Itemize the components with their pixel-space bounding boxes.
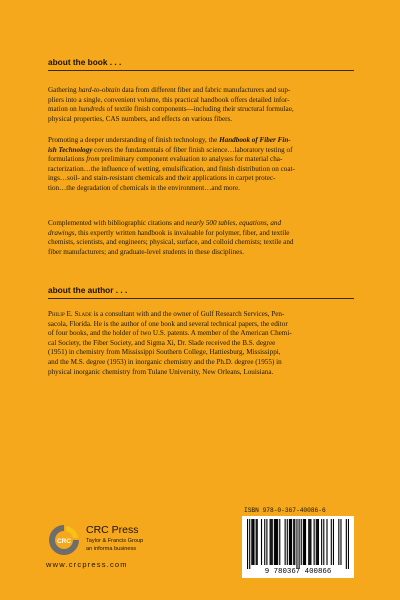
brand-name: CRC Press bbox=[86, 524, 139, 536]
text-line: physical inorganic chemistry from Tulane University, New Orleans, Louisiana. bbox=[48, 367, 274, 376]
barcode-bar bbox=[249, 519, 250, 569]
barcode-bar bbox=[326, 519, 327, 565]
about-book-rule bbox=[48, 70, 354, 71]
barcode-bar bbox=[264, 519, 265, 565]
barcode-bar bbox=[299, 519, 300, 569]
barcode-bar bbox=[275, 519, 276, 565]
logo-letters: CRC bbox=[56, 538, 72, 545]
barcode bbox=[242, 516, 354, 578]
text-line: Gathering hard-to-obtain data from different fiber and fabric manufacturers and sup- bbox=[48, 86, 291, 94]
barcode-bars-icon bbox=[247, 519, 349, 569]
barcode-bar bbox=[333, 519, 334, 565]
barcode-bar bbox=[287, 519, 288, 565]
barcode-bar bbox=[305, 519, 306, 565]
text-line: tion…the degradation of chemicals in the environment…and more. bbox=[48, 183, 240, 192]
text-line: Complemented with bibliographic citations and nearly 500 tables, equations, and bbox=[48, 219, 282, 227]
barcode-bar bbox=[266, 519, 267, 565]
text-line: formulations from preliminary component evaluation to analyses for material cha- bbox=[48, 155, 283, 164]
text-line: cal Society, the Fiber Society, and Sigma Xi, Dr. Slade received the B.S. degree bbox=[48, 338, 276, 347]
barcode-bar bbox=[289, 519, 290, 565]
barcode-bar bbox=[257, 519, 258, 565]
barcode-bar bbox=[340, 519, 341, 565]
about-book-paragraph-2 bbox=[48, 136, 354, 194]
barcode-bar bbox=[304, 519, 305, 565]
barcode-bar bbox=[291, 519, 292, 565]
barcode-bar bbox=[285, 519, 286, 565]
text-line: sacola, Florida. He is the author of one book and several technical papers, the editor bbox=[48, 319, 288, 328]
text-line: (1951) in chemistry from Mississippi Southern College, Hattiesburg, Mississippi, bbox=[48, 348, 281, 357]
barcode-bar bbox=[290, 519, 291, 565]
text-line: racterization…the influence of wetting, emulsification, and finish distribution on coat- bbox=[48, 164, 295, 173]
about-book-paragraph-3 bbox=[48, 219, 354, 257]
text-line: Promoting a deeper understanding of finish technology, the Handbook of Fiber Fin- bbox=[48, 136, 291, 144]
text-line: mation on hundreds of textile finish components—including their structural formulae, bbox=[48, 105, 294, 114]
barcode-bar bbox=[279, 519, 280, 565]
barcode-bar bbox=[247, 519, 248, 569]
barcode-bar bbox=[309, 519, 310, 565]
barcode-bar bbox=[321, 519, 322, 565]
about-author-paragraph bbox=[48, 310, 354, 377]
barcode-bar bbox=[253, 519, 254, 565]
text-line: ings…soil- and stain-resistant chemicals and their applications in carpet protec- bbox=[48, 174, 276, 183]
barcode-bar bbox=[272, 519, 273, 565]
barcode-bar bbox=[256, 519, 257, 565]
barcode-bar bbox=[310, 519, 311, 565]
barcode-bar bbox=[296, 519, 297, 569]
crc-logo-icon bbox=[46, 522, 82, 558]
text-line: ish Technology covers the fundamentals of fiber finish science…laboratory testing of bbox=[48, 145, 293, 154]
barcode-bar bbox=[261, 519, 262, 565]
barcode-bar bbox=[318, 519, 319, 565]
about-author-rule bbox=[48, 298, 354, 299]
about-author-heading: about the author . . . bbox=[48, 285, 128, 295]
barcode-bar bbox=[293, 519, 294, 565]
barcode-bar bbox=[252, 519, 253, 565]
publisher-url: www.crcpress.com bbox=[46, 560, 128, 569]
barcode-digits: 9 780367 400866 bbox=[264, 568, 332, 576]
text-line: physical properties, CAS numbers, and effects on various fibers. bbox=[48, 114, 233, 123]
barcode-bar bbox=[251, 519, 252, 565]
brand-subtitle-informa: an informa business bbox=[86, 546, 137, 552]
text-line: pliers into a single, convenient volume, this practical handbook offers detailed infor- bbox=[48, 95, 290, 104]
barcode-bar bbox=[274, 519, 275, 565]
barcode-bar bbox=[308, 519, 309, 565]
barcode-bar bbox=[276, 519, 277, 565]
barcode-bar bbox=[277, 519, 278, 565]
about-book-paragraph-1 bbox=[48, 86, 354, 124]
barcode-bar bbox=[294, 519, 295, 565]
text-line: fiber manufacturers; and graduate-level students in these disciplines. bbox=[48, 247, 244, 256]
barcode-bar bbox=[348, 519, 349, 569]
barcode-bar bbox=[303, 519, 304, 565]
barcode-bar bbox=[317, 519, 318, 565]
text-line: drawings, this expertly written handbook is invaluable for polymer, fiber, and textile bbox=[48, 228, 290, 237]
text-line: of four books, and the holder of two U.S. patents. A member of the American Chemi- bbox=[48, 329, 292, 338]
text-line: Philip E. Slade is a consultant with and the owner of Gulf Research Services, Pen- bbox=[48, 310, 285, 318]
barcode-area bbox=[242, 507, 354, 577]
barcode-bar bbox=[270, 519, 271, 565]
brand-subtitle-group: Taylor & Francis Group bbox=[86, 538, 144, 544]
barcode-bar bbox=[314, 519, 315, 565]
barcode-bar bbox=[301, 519, 302, 565]
barcode-bar bbox=[346, 519, 347, 569]
text-line: chemists, scientists, and engineers; physical, surface, and colloid chemists; textile and bbox=[48, 238, 294, 247]
barcode-bar bbox=[271, 519, 272, 565]
about-book-heading: about the book . . . bbox=[48, 57, 122, 67]
text-line: and the M.S. degree (1953) in inorganic chemistry and the Ph.D. degree (1955) in bbox=[48, 357, 282, 366]
barcode-bar bbox=[338, 519, 339, 565]
barcode-bar bbox=[316, 519, 317, 565]
isbn-text: ISBN 978-0-367-40086-6 bbox=[244, 507, 326, 514]
barcode-bar bbox=[331, 519, 332, 565]
barcode-bar bbox=[323, 519, 324, 565]
